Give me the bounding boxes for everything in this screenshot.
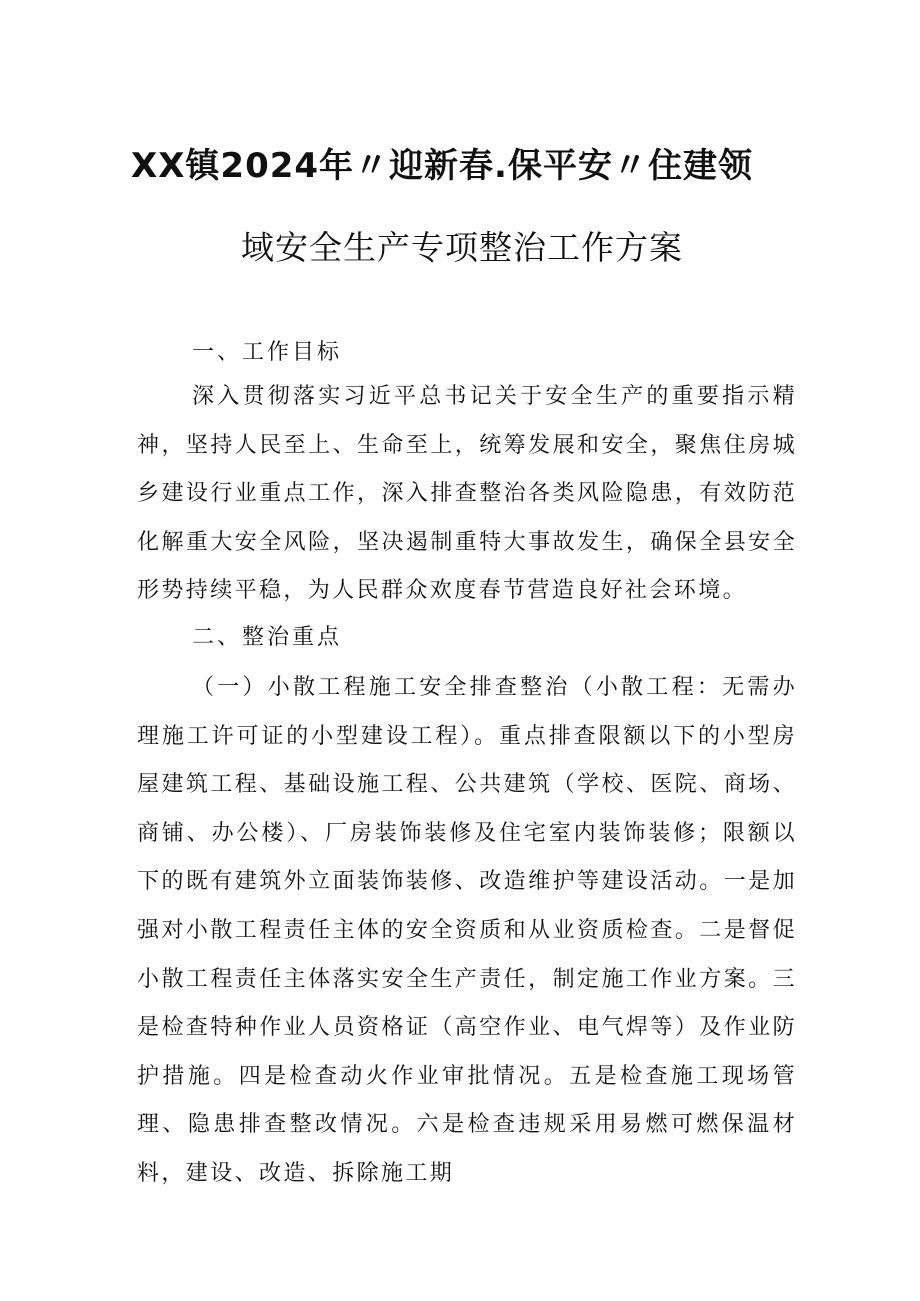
document-title-line-2: 域安全生产专项整治工作方案 <box>241 228 683 267</box>
section-paragraph-goals: 深入贯彻落实习近平总书记关于安全生产的重要指示精神，坚持人民至上、生命至上，统筹发展和安全，聚焦住房城乡建设行业重点工作，深入排查整治各类风险隐患，有效防范化解重大安全风险，坚决遏制重特大事故发生，确保全县安全形势持续平稳，为人民群众欢度春节营造良好社会环境。 <box>137 384 797 604</box>
document-title-line-1: XX镇2024年〃迎新春.保平安〃住建领 <box>131 146 753 186</box>
section-heading-focus: 二、整治重点 <box>192 625 343 650</box>
section-paragraph-focus: （一）小散工程施工安全排查整治（小散工程：无需办理施工许可证的小型建设工程）。重点排查限额以下的小型房屋建筑工程、基础设施工程、公共建筑（学校、医院、商场、商铺、办公楼）、厂房装饰装修及住宅室内装饰装修；限额以下的既有建筑外立面装饰装修、改造维护等建设活动。一是加强对小散工程责任主体的安全资质和从业资质检查。二是督促小散工程责任主体落实安全生产责任，制定施工作业方案。三是检查特种作业人员资格证（高空作业、电气焊等）及作业防护措施。四是检查动火作业审批情况。五是检查施工现场管理、隐患排查整改情况。六是检查违规采用易燃可燃保温材料，建设、改造、拆除施工期 <box>137 675 797 1186</box>
section-heading-goals: 一、工作目标 <box>192 340 343 365</box>
